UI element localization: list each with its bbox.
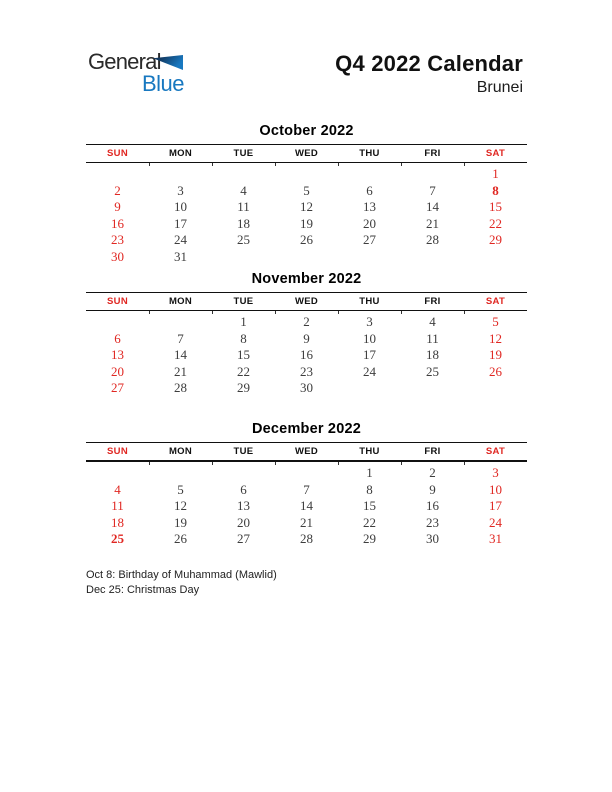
empty-date-cell: [275, 166, 338, 183]
date-cell: 21: [300, 514, 313, 530]
logo-text-blue: Blue: [142, 71, 185, 96]
weekday-header: FRI: [401, 293, 464, 311]
date-cell: 16: [111, 215, 124, 231]
weekday-header: SUN: [86, 293, 149, 311]
date-cell: 31: [174, 248, 187, 264]
week-row: [86, 347, 527, 364]
date-cell: 26: [489, 363, 502, 379]
date-cell: 9: [303, 330, 310, 346]
weekday-header: THU: [338, 293, 401, 311]
weekday-header: SAT: [464, 145, 527, 163]
date-cell: 24: [174, 232, 187, 248]
date-cell: 29: [237, 380, 250, 396]
date-cell: 17: [174, 215, 187, 231]
date-cell: 15: [363, 498, 376, 514]
date-cell: 6: [114, 330, 121, 346]
date-cell: 30: [111, 248, 124, 264]
empty-date-cell: [338, 380, 401, 397]
date-cell: 3: [492, 465, 499, 481]
empty-date-cell: [401, 249, 464, 266]
month-section: [86, 122, 527, 265]
date-cell: 23: [111, 232, 124, 248]
date-cell: 13: [237, 498, 250, 514]
week-row: [86, 166, 527, 183]
date-cell: 10: [174, 199, 187, 215]
date-cell: 23: [426, 514, 439, 530]
date-cell: 19: [174, 514, 187, 530]
date-cell: 18: [237, 215, 250, 231]
date-cell: 8: [240, 330, 247, 346]
weekday-header: THU: [338, 145, 401, 163]
date-cell: 16: [300, 347, 313, 363]
date-cell: 17: [363, 347, 376, 363]
weekday-header: SUN: [86, 443, 149, 462]
date-cell: 9: [429, 481, 436, 497]
logo-text-general: General: [88, 49, 161, 74]
date-cell: 5: [177, 481, 184, 497]
date-cell: 11: [111, 498, 124, 514]
date-cell: 27: [237, 531, 250, 547]
date-cell: 27: [363, 232, 376, 248]
date-cell: 25: [426, 363, 439, 379]
date-cell: 17: [489, 498, 502, 514]
date-cell: 5: [303, 182, 310, 198]
week-row: [86, 314, 527, 331]
date-cell: 4: [429, 314, 436, 330]
date-cell: 18: [111, 514, 124, 530]
date-cell: 12: [489, 330, 502, 346]
date-cell: 7: [303, 481, 310, 497]
month-title: October 2022: [259, 123, 354, 139]
date-cell: 2: [114, 182, 121, 198]
date-cell: 11: [237, 199, 250, 215]
date-cell: 4: [240, 182, 247, 198]
date-cell: 16: [426, 498, 439, 514]
weekday-header: TUE: [212, 443, 275, 462]
date-cell: 1: [240, 314, 247, 330]
weekday-header: WED: [275, 145, 338, 163]
empty-date-cell: [149, 166, 212, 183]
date-cell: 30: [426, 531, 439, 547]
date-cell: 14: [426, 199, 439, 215]
empty-date-cell: [338, 166, 401, 183]
calendar-table: [86, 442, 527, 548]
empty-date-cell: [338, 249, 401, 266]
empty-date-cell: [212, 249, 275, 266]
week-row: [86, 232, 527, 249]
month-title: November 2022: [251, 271, 362, 287]
week-row: [86, 531, 527, 548]
weekday-header: FRI: [401, 145, 464, 163]
empty-date-cell: [86, 166, 149, 183]
weekday-header: MON: [149, 293, 212, 311]
date-cell: 1: [366, 465, 373, 481]
week-row: [86, 216, 527, 233]
empty-date-cell: [212, 166, 275, 183]
date-cell: 2: [303, 314, 310, 330]
date-cell: 20: [237, 514, 250, 530]
week-row: [86, 331, 527, 348]
date-cell: 28: [300, 531, 313, 547]
week-row: [86, 515, 527, 532]
empty-date-cell: [149, 465, 212, 482]
week-row: [86, 380, 527, 397]
date-cell: 22: [363, 514, 376, 530]
date-cell: 21: [174, 363, 187, 379]
date-cell: 19: [300, 215, 313, 231]
date-cell: 6: [366, 182, 373, 198]
weekday-header: MON: [149, 443, 212, 462]
page-title: Q4 2022 Calendar: [335, 51, 523, 76]
empty-date-cell: [86, 314, 149, 331]
footnote-line: Oct 8: Birthday of Muhammad (Mawlid): [86, 569, 277, 581]
weekday-header: WED: [275, 443, 338, 462]
date-cell: 10: [363, 330, 376, 346]
empty-date-cell: [401, 380, 464, 397]
date-cell: 3: [177, 182, 184, 198]
date-cell: 12: [174, 498, 187, 514]
month-section: [86, 420, 527, 548]
date-cell: 13: [111, 347, 124, 363]
date-cell: 28: [174, 380, 187, 396]
week-row: [86, 183, 527, 200]
month-section: [86, 270, 527, 397]
weekday-header-row: [86, 443, 527, 462]
date-cell: 14: [300, 498, 313, 514]
weekday-header: TUE: [212, 145, 275, 163]
weekday-header: SUN: [86, 145, 149, 163]
date-cell: 19: [489, 347, 502, 363]
date-cell: 25: [237, 232, 250, 248]
date-cell: 6: [240, 481, 247, 497]
date-cell: 21: [426, 215, 439, 231]
date-cell: 8: [492, 182, 499, 198]
week-row: [86, 249, 527, 266]
general-blue-logo: [88, 50, 208, 102]
date-cell: 26: [174, 531, 187, 547]
date-cell: 20: [111, 363, 124, 379]
empty-date-cell: [464, 380, 527, 397]
date-cell: 7: [177, 330, 184, 346]
date-cell: 28: [426, 232, 439, 248]
month-title: December 2022: [251, 421, 361, 437]
weekday-header: WED: [275, 293, 338, 311]
empty-date-cell: [275, 249, 338, 266]
date-cell: 31: [489, 531, 502, 547]
date-cell: 10: [489, 481, 502, 497]
calendar-table: [86, 292, 527, 397]
date-cell: 13: [363, 199, 376, 215]
calendar-table: [86, 144, 527, 265]
date-cell: 3: [366, 314, 373, 330]
date-cell: 25: [111, 531, 124, 547]
week-row: [86, 465, 527, 482]
date-cell: 15: [489, 199, 502, 215]
page-subtitle: Brunei: [476, 79, 523, 96]
date-cell: 15: [237, 347, 250, 363]
date-cell: 12: [300, 199, 313, 215]
holiday-footnotes: [86, 568, 277, 598]
date-cell: 24: [489, 514, 502, 530]
date-cell: 2: [429, 465, 436, 481]
weekday-header: SAT: [464, 293, 527, 311]
empty-date-cell: [149, 314, 212, 331]
date-cell: 27: [111, 380, 124, 396]
empty-date-cell: [401, 166, 464, 183]
weekday-header-row: [86, 145, 527, 163]
weekday-header: TUE: [212, 293, 275, 311]
weekday-header: THU: [338, 443, 401, 462]
date-cell: 23: [300, 363, 313, 379]
date-cell: 30: [300, 380, 313, 396]
date-cell: 24: [363, 363, 376, 379]
week-row: [86, 199, 527, 216]
date-cell: 4: [114, 481, 121, 497]
empty-date-cell: [464, 249, 527, 266]
weekday-header-row: [86, 293, 527, 311]
week-row: [86, 498, 527, 515]
weekday-header: SAT: [464, 443, 527, 462]
date-cell: 18: [426, 347, 439, 363]
date-cell: 14: [174, 347, 187, 363]
date-cell: 5: [492, 314, 499, 330]
date-cell: 11: [426, 330, 439, 346]
date-cell: 20: [363, 215, 376, 231]
date-cell: 8: [366, 481, 373, 497]
date-cell: 22: [489, 215, 502, 231]
empty-date-cell: [212, 465, 275, 482]
week-row: [86, 364, 527, 381]
date-cell: 9: [114, 199, 121, 215]
empty-date-cell: [275, 465, 338, 482]
date-cell: 29: [363, 531, 376, 547]
document-header: [335, 52, 523, 98]
weekday-header: MON: [149, 145, 212, 163]
weekday-header: FRI: [401, 443, 464, 462]
date-cell: 26: [300, 232, 313, 248]
date-cell: 22: [237, 363, 250, 379]
date-cell: 7: [429, 182, 436, 198]
date-cell: 29: [489, 232, 502, 248]
week-row: [86, 482, 527, 499]
date-cell: 1: [492, 166, 499, 182]
empty-date-cell: [86, 465, 149, 482]
footnote-line: Dec 25: Christmas Day: [86, 584, 200, 596]
